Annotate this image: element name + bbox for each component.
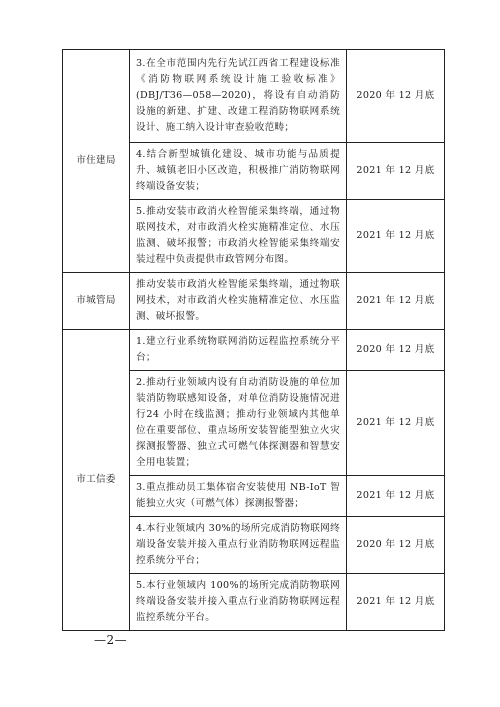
table-row <box>63 273 445 330</box>
deadline-cell: 2020 年 12 月底 <box>347 517 445 574</box>
task-cell: 推动安装市政消火栓智能采集终端，通过物联网技术，对市政消火栓实施精准定位、水压监测、破坏报警。 <box>130 273 347 330</box>
deadline-cell: 2021 年 12 月底 <box>347 371 445 476</box>
task-cell: 2.推动行业领域内设有自动消防设施的单位加装消防物联感知设备，对单位消防设施情况进行24 小时在线监测；推动行业领域内其他单位在重要部位、重点场所安装智能型独立火灾探测报警器、独立式可燃气体探测器和智慧安全用电装置； <box>130 371 347 476</box>
task-cell: 5.推动安装市政消火栓智能采集终端，通过物联网技术，对市政消火栓实施精准定位、水压监测、破坏报警；市政消火栓智能采集终端安装过程中负责提供市政管网分布图。 <box>130 200 347 273</box>
deadline-cell: 2020 年 12 月底 <box>347 50 445 143</box>
task-cell: 4.本行业领域内 30%的场所完成消防物联网终端设备安装并接入重点行业消防物联网远程监控系统分平台； <box>130 517 347 574</box>
task-cell: 1.建立行业系统物联网消防远程监控系统分平台； <box>130 330 347 371</box>
deadline-cell: 2021 年 12 月底 <box>347 476 445 517</box>
deadline-cell: 2020 年 12 月底 <box>347 330 445 371</box>
deadline-cell: 2021 年 12 月底 <box>347 200 445 273</box>
deadline-cell: 2021 年 12 月底 <box>347 574 445 631</box>
task-cell: 4.结合新型城镇化建设、城市功能与品质提升、城镇老旧小区改造，积极推广消防物联网终端设备安装； <box>130 143 347 200</box>
department-cell: 市城管局 <box>63 273 130 330</box>
department-cell: 市住建局 <box>63 50 130 273</box>
task-cell: 3.重点推动员工集体宿舍安装使用 NB-IoT 智能独立火灾（可燃气体）探测报警器； <box>130 476 347 517</box>
task-cell: 5.本行业领域内 100%的场所完成消防物联网终端设备安装并接入重点行业消防物联网远程监控系统分平台。 <box>130 574 347 631</box>
task-table <box>62 49 445 631</box>
table-row <box>63 50 445 143</box>
deadline-cell: 2021 年 12 月底 <box>347 143 445 200</box>
task-table-body <box>63 50 445 631</box>
department-cell: 市工信委 <box>63 330 130 631</box>
table-row <box>63 330 445 371</box>
task-cell: 3.在全市范围内先行先试江西省工程建设标准《消防物联网系统设计施工验收标准》(DBJ/T36—058—2020)，将设有自动消防设施的新建、扩建、改建工程消防物联网系统设计、施工纳入设计审查验收范畴； <box>130 50 347 143</box>
deadline-cell: 2021 年 12 月底 <box>347 273 445 330</box>
page-number: —2— <box>94 633 128 647</box>
